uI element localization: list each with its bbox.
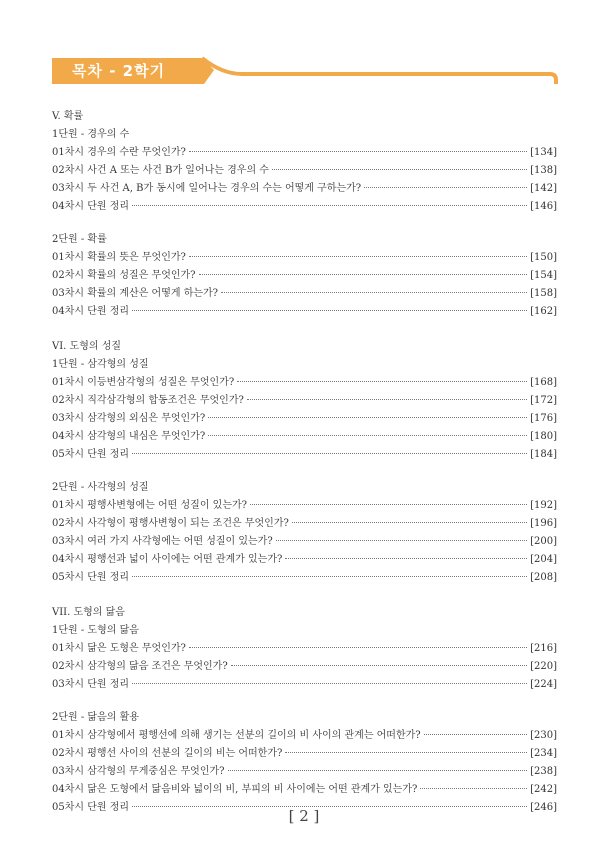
entry-title: 02차시 직각삼각형의 합동조건은 무엇인가? <box>52 395 244 406</box>
leader-dots <box>132 576 527 577</box>
entry-title: 03차시 여러 가지 사각형에는 어떤 성질이 있는가? <box>52 536 273 547</box>
entry-page: [238] <box>530 766 557 777</box>
entry-title: 01차시 경우의 수란 무엇인가? <box>52 147 186 158</box>
entry-page: [184] <box>530 449 557 460</box>
entry-title: 04차시 단원 정리 <box>52 306 130 317</box>
toc-entry[interactable] <box>52 249 557 267</box>
page-number: [ 2 ] <box>288 807 320 825</box>
entry-page: [246] <box>530 802 557 813</box>
leader-dots <box>420 788 527 789</box>
leader-dots <box>424 734 527 735</box>
entry-page: [242] <box>530 784 557 795</box>
leader-dots <box>292 522 527 523</box>
leader-dots <box>247 399 527 400</box>
toc-entry[interactable] <box>52 303 557 321</box>
leader-dots <box>189 151 527 152</box>
entry-page: [138] <box>530 165 557 176</box>
toc-title: 목차 - 2학기 <box>72 62 166 80</box>
entry-page: [204] <box>530 554 557 565</box>
unit-heading: VI. 도형의 성질 <box>52 341 122 352</box>
unit-heading: V. 확률 <box>52 111 84 122</box>
toc-entry[interactable] <box>52 180 557 198</box>
chapter-heading: 2단원 - 확률 <box>52 234 107 245</box>
entry-title: 03차시 단원 정리 <box>52 679 130 690</box>
spacer <box>52 321 557 338</box>
entry-page: [180] <box>530 431 557 442</box>
leader-dots <box>285 558 527 559</box>
entry-page: [230] <box>530 730 557 741</box>
leader-dots <box>132 683 527 684</box>
entry-page: [146] <box>530 201 557 212</box>
unit-heading: VII. 도형의 닮음 <box>52 607 125 618</box>
toc-entry[interactable] <box>52 515 557 533</box>
toc-entry[interactable] <box>52 781 557 799</box>
toc-banner <box>52 56 558 86</box>
leader-dots <box>231 665 527 666</box>
entry-title: 05차시 단원 정리 <box>52 802 130 813</box>
entry-title: 03차시 두 사건 A, B가 동시에 일어나는 경우의 수는 어떻게 구하는가? <box>52 183 362 194</box>
toc-entry[interactable] <box>52 658 557 676</box>
entry-page: [154] <box>530 270 557 281</box>
entry-title: 05차시 단원 정리 <box>52 572 130 583</box>
toc-entry[interactable] <box>52 374 557 392</box>
toc-entry[interactable] <box>52 162 557 180</box>
chapter-heading: 2단원 - 닮음의 활용 <box>52 712 139 723</box>
entry-title: 04차시 삼각형의 내심은 무엇인가? <box>52 431 206 442</box>
entry-title: 04차시 단원 정리 <box>52 201 130 212</box>
entry-page: [216] <box>530 643 557 654</box>
toc-entry[interactable] <box>52 763 557 781</box>
entry-title: 04차시 평행선과 넓이 사이에는 어떤 관계가 있는가? <box>52 554 283 565</box>
toc-entry[interactable] <box>52 745 557 763</box>
entry-page: [142] <box>530 183 557 194</box>
spacer <box>52 216 557 231</box>
leader-dots <box>285 752 527 753</box>
toc-entry[interactable] <box>52 640 557 658</box>
leader-dots <box>228 770 528 771</box>
entry-title: 01차시 삼각형에서 평행선에 의해 생기는 선분의 길이의 비 사이의 관계는 어떠한가? <box>52 730 421 741</box>
entry-page: [162] <box>530 306 557 317</box>
entry-title: 02차시 사각형이 평행사변형이 되는 조건은 무엇인가? <box>52 518 289 529</box>
toc-entry[interactable] <box>52 144 557 162</box>
leader-dots <box>237 381 527 382</box>
toc-entry[interactable] <box>52 551 557 569</box>
entry-title: 02차시 평행선 사이의 선분의 길이의 비는 어떠한가? <box>52 748 283 759</box>
chapter-heading: 1단원 - 도형의 닮음 <box>52 625 139 636</box>
table-of-contents <box>52 108 557 817</box>
leader-dots <box>250 504 527 505</box>
entry-page: [208] <box>530 572 557 583</box>
spacer <box>52 464 557 479</box>
leader-dots <box>208 417 527 418</box>
leader-dots <box>189 647 527 648</box>
chapter-heading: 1단원 - 경우의 수 <box>52 129 130 140</box>
entry-page: [192] <box>530 500 557 511</box>
entry-title: 04차시 닮은 도형에서 닮음비와 넓이의 비, 부피의 비 사이에는 어떤 관계가 있는가? <box>52 784 418 795</box>
entry-page: [168] <box>530 377 557 388</box>
chapter-heading: 2단원 - 사각형의 성질 <box>52 482 149 493</box>
toc-entry[interactable] <box>52 569 557 587</box>
leader-dots <box>132 453 527 454</box>
leader-dots <box>221 292 527 293</box>
leader-dots <box>132 310 527 311</box>
toc-entry[interactable] <box>52 410 557 428</box>
leader-dots <box>364 187 527 188</box>
entry-page: [172] <box>530 395 557 406</box>
toc-entry[interactable] <box>52 392 557 410</box>
entry-title: 02차시 사건 A 또는 사건 B가 일어나는 경우의 수 <box>52 165 269 176</box>
entry-page: [224] <box>530 679 557 690</box>
toc-entry[interactable] <box>52 285 557 303</box>
toc-entry[interactable] <box>52 497 557 515</box>
leader-dots <box>199 274 528 275</box>
leader-dots <box>272 169 527 170</box>
entry-title: 01차시 이등변삼각형의 성질은 무엇인가? <box>52 377 235 388</box>
entry-page: [200] <box>530 536 557 547</box>
leader-dots <box>208 435 527 436</box>
leader-dots <box>132 205 527 206</box>
entry-title: 02차시 확률의 성질은 무엇인가? <box>52 270 196 281</box>
chapter-heading: 1단원 - 삼각형의 성질 <box>52 359 149 370</box>
entry-page: [134] <box>530 147 557 158</box>
toc-entry[interactable] <box>52 428 557 446</box>
leader-dots <box>189 256 527 257</box>
toc-entry[interactable] <box>52 446 557 464</box>
entry-title: 03차시 삼각형의 무게중심은 무엇인가? <box>52 766 225 777</box>
toc-entry[interactable] <box>52 267 557 285</box>
entry-page: [234] <box>530 748 557 759</box>
entry-page: [150] <box>530 252 557 263</box>
toc-entry[interactable] <box>52 198 557 216</box>
entry-title: 05차시 단원 정리 <box>52 449 130 460</box>
spacer <box>52 587 557 604</box>
entry-page: [220] <box>530 661 557 672</box>
entry-title: 01차시 닮은 도형은 무엇인가? <box>52 643 186 654</box>
spacer <box>52 694 557 709</box>
entry-page: [196] <box>530 518 557 529</box>
entry-title: 01차시 확률의 뜻은 무엇인가? <box>52 252 186 263</box>
toc-entry[interactable] <box>52 727 557 745</box>
toc-entry[interactable] <box>52 533 557 551</box>
entry-page: [158] <box>530 288 557 299</box>
entry-title: 03차시 삼각형의 외심은 무엇인가? <box>52 413 206 424</box>
toc-entry[interactable] <box>52 676 557 694</box>
leader-dots <box>276 540 527 541</box>
entry-title: 03차시 확률의 계산은 어떻게 하는가? <box>52 288 219 299</box>
entry-page: [176] <box>530 413 557 424</box>
entry-title: 01차시 평행사변형에는 어떤 성질이 있는가? <box>52 500 248 511</box>
entry-title: 02차시 삼각형의 닮음 조건은 무엇인가? <box>52 661 228 672</box>
